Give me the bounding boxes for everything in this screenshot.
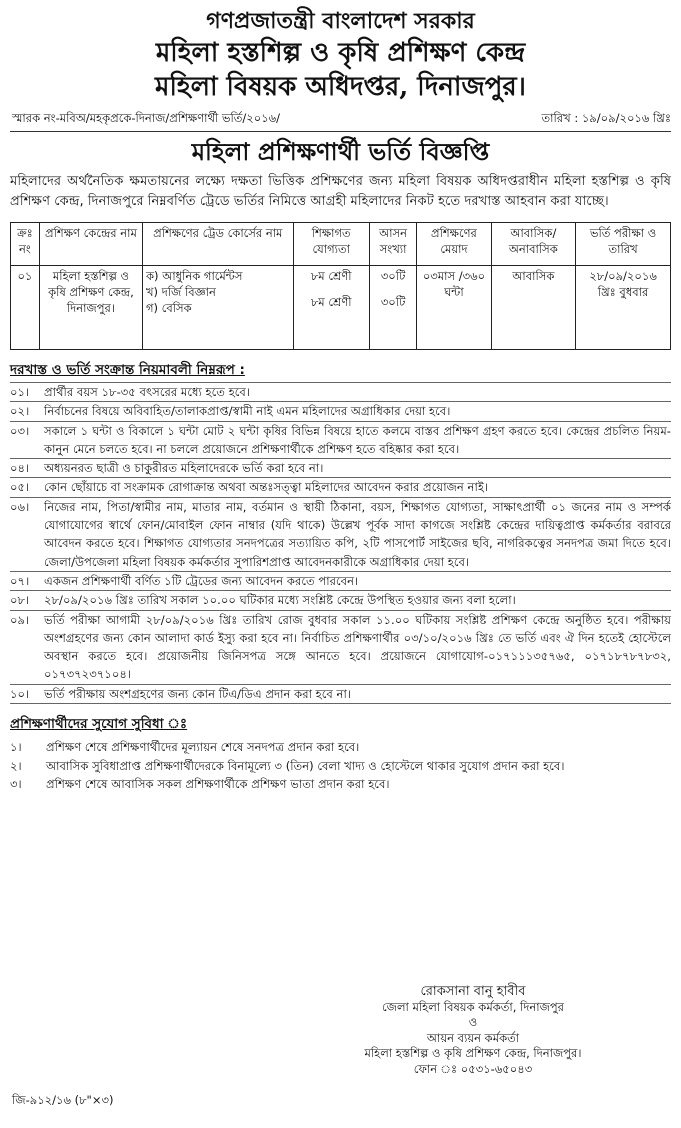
rule-number: ০৭। — [10, 573, 30, 588]
list-item — [10, 421, 671, 459]
table-row — [11, 266, 671, 350]
benefits-heading: প্রশিক্ষণার্থীদের সুযোগ সুবিধা ঃ — [10, 716, 188, 733]
memo-number: স্মারক নং-মবিঅ/মহকৃপ্রকে-দিনাজ/প্রশিক্ষণার্থী ভর্তি/২০১৬/ — [12, 111, 281, 125]
signatory-conjunction: ও — [468, 1015, 478, 1029]
header-department: মহিলা বিষয়ক অধিদপ্তর, দিনাজপুর। — [155, 72, 526, 102]
notice-title: মহিলা প্রশিক্ষণার্থী ভর্তি বিজ্ঞপ্তি — [191, 137, 490, 166]
col-qualification: শিক্ষাগত যোগ্যতা — [293, 223, 369, 266]
list-item — [10, 775, 671, 794]
cell-qualification — [293, 266, 369, 350]
rule-text: অধ্যয়নরত ছাত্রী ও চাকুরীরত মহিলাদেরকে ভর্তি করা হবে না। — [44, 461, 324, 476]
rule-text: ভর্তি পরীক্ষায় অংশগ্রহণের জন্য কোন টিএ/ডিএ প্রদান করা হবে না। — [44, 686, 351, 701]
list-item — [10, 610, 671, 684]
seats-item: ৩০টি — [380, 295, 406, 309]
rule-number: ১০। — [10, 686, 30, 701]
col-exam: ভর্তি পরীক্ষা ও তারিখ — [576, 223, 671, 266]
rules-list — [10, 382, 671, 704]
list-item — [10, 738, 671, 757]
list-item — [10, 401, 671, 420]
header-govt: গণপ্রজাতন্ত্রী বাংলাদেশ সরকার — [206, 8, 475, 34]
col-duration: প্রশিক্ষণের মেয়াদ — [417, 223, 491, 266]
seats-item: ৩০টি — [380, 269, 406, 283]
list-item — [10, 757, 671, 776]
trade-table — [10, 222, 671, 350]
list-item — [10, 497, 671, 571]
col-serial: ক্রঃ নং — [11, 223, 40, 266]
signatory-office: মহিলা হস্তশিল্প ও কৃষি প্রশিক্ষণ কেন্দ্র, দিনাজপুর। — [364, 1046, 582, 1060]
list-item — [10, 684, 671, 704]
rule-text: প্রার্থীর বয়স ১৮-৩৫ বৎসরের মধ্যে হতে হবে। — [44, 385, 251, 399]
signatory-designation: জেলা মহিলা বিষয়ক কর্মকর্তা, দিনাজপুর — [381, 999, 564, 1014]
table-header-row — [11, 223, 671, 266]
rule-text: সকালে ১ ঘন্টা ও বিকালে ১ ঘন্টা মোট ২ ঘন্টা কৃষির বিভিন্ন বিষয়ে হাতে কলমে বাস্তব প্রশিক্ষণ গ্রহণ করতে হবে। কেন্দ্রের প্রচলিত নিয়ম-কানুন মেনে চলতে হবে। না চললে প্রয়োজনে প্রশিক্ষণার্থীকে প্রশিক্ষণ হতে বহিষ্কার করা হবে। — [44, 423, 671, 456]
trade-item: খ) দর্জি বিজ্ঞান — [146, 285, 216, 299]
rule-text: নির্বাচনের বিষয়ে অবিবাহিত/তালাকপ্রাপ্ত/স্বামী নাই এমন মহিলাদের অগ্রাধিকার দেয়া হবে। — [44, 404, 451, 419]
rule-number: ০৩। — [10, 423, 30, 438]
reference-row — [10, 110, 671, 129]
signatory-name: রোকসানা বানু হাবীব — [420, 984, 526, 999]
benefit-text: প্রশিক্ষণ শেষে আবাসিক সকল প্রশিক্ষণার্থীকে প্রশিক্ষণ ভাতা প্রদান করা হবে। — [46, 777, 390, 792]
rule-number: ০৪। — [10, 461, 30, 476]
rule-text: একজন প্রশিক্ষণার্থী বর্ণিত ১টি ট্রেডের জন্য আবেদন করতে পারবেন। — [44, 573, 359, 588]
footer-reference: জি-৯১২/১৬ (৮"×৩) — [12, 1093, 114, 1107]
benefit-number: ৩। — [10, 777, 22, 792]
signature-block — [323, 984, 623, 1077]
rule-number: ০৫। — [10, 480, 30, 495]
rule-text: ভর্তি পরীক্ষা আগামী ২৮/০৯/২০১৬ খ্রিঃ তারিখ রোজ বুধবার সকাল ১১.০০ ঘটিকায় সংশ্লিষ্ট প্রশিক্ষণ কেন্দ্রে অনুষ্ঠিত হবে। পরীক্ষায় অংশগ্রহণের জন্য কোন আলাদা কার্ড ইস্যু করা হবে না। নির্বাচিত প্রশিক্ষণার্থীর ০৩/১০/২০১৬ খ্রিঃ তে ভর্তি এবং ঐ দিন হতেই হোস্টেলে অবস্থান করতে হবে। প্রয়োজনীয় জিনিসপত্র সঙ্গে আনতে হবে। প্রয়োজনে যোগাযোগ-০১৭১১১৩৫৭৬৫, ০১৭১৮৭৮৭৮৩২, ০১৭৩৭২৩৭১০৪। — [44, 612, 671, 682]
signatory-designation-2: আয়ন ব্যয়ন কর্মকর্তা — [426, 1030, 520, 1045]
header — [10, 6, 671, 104]
col-residential: আবাসিক/ অনাবাসিক — [491, 223, 576, 266]
notice-date: তারিখ : ১৯/০৯/২০১৬ খ্রিঃ — [541, 111, 671, 125]
rule-number: ০৬। — [10, 499, 30, 514]
col-trade: প্রশিক্ষণের ট্রেড কোর্সের নাম — [143, 223, 294, 266]
benefit-text: আবাসিক সুবিধাপ্রাপ্ত প্রশিক্ষণার্থীদেরকে বিনামূল্যে ৩ (তিন) বেলা খাদ্য ও হোস্টেলে থাকার সুযোগ প্রদান করা হবে। — [46, 758, 565, 773]
cell-serial: ০১ — [11, 266, 40, 350]
cell-exam: ২৮/০৯/২০১৬ খ্রিঃ বুধবার — [576, 266, 671, 350]
cell-center: মহিলা হস্তশিল্প ও কৃষি প্রশিক্ষণ কেন্দ্র, দিনাজপুর। — [39, 266, 142, 350]
cell-residential: আবাসিক — [491, 266, 576, 350]
list-item — [10, 477, 671, 496]
notice-page — [0, 6, 681, 1128]
divider — [10, 131, 671, 132]
benefit-text: প্রশিক্ষণ শেষে প্রশিক্ষণার্থীদের মূল্যায়ন শেষে সনদপত্র প্রদান করা হবে। — [46, 740, 360, 755]
cell-trades — [143, 266, 294, 350]
rule-text: কোন ছোঁয়াচে বা সংক্রামক রোগাক্রান্ত অথবা অন্তঃসত্ত্বা মহিলাদের আবেদন করার প্রয়োজন নাই। — [44, 480, 488, 495]
list-item — [10, 590, 671, 609]
signatory-phone: ফোন ঃ ০৫৩১-৬৫০৪৩ — [413, 1061, 533, 1076]
rules-heading: দরখাস্ত ও ভর্তি সংক্রান্ত নিয়মাবলী নিম্নরূপ : — [10, 362, 245, 378]
rule-number: ০১। — [10, 385, 30, 399]
benefit-number: ২। — [10, 758, 22, 773]
col-seats: আসন সংখ্যা — [369, 223, 416, 266]
header-center: মহিলা হস্তশিল্প ও কৃষি প্রশিক্ষণ কেন্দ্র — [155, 38, 526, 68]
cell-duration: ০৩মাস /৩৬০ ঘন্টা — [417, 266, 491, 350]
trade-item: ক) আধুনিক গার্মেন্টস — [146, 269, 243, 283]
rule-text: ২৮/০৯/২০১৬ খ্রিঃ তারিখ সকাল ১০.০০ ঘটিকার মধ্যে সংশ্লিষ্ট কেন্দ্রে উপস্থিত হওয়ার জন্য বলা হলো। — [44, 593, 516, 608]
rule-number: ০৮। — [10, 593, 30, 608]
col-center: প্রশিক্ষণ কেন্দ্রের নাম — [39, 223, 142, 266]
cell-seats — [369, 266, 416, 350]
benefit-number: ১। — [10, 740, 22, 755]
rule-text: নিজের নাম, পিতা/স্বামীর নাম, মাতার নাম, বর্তমান ও স্থায়ী ঠিকানা, বয়স, শিক্ষাগত যোগ্যতা, সাক্ষাৎপ্রার্থী ০১ জনের নাম ও সম্পর্ক যোগাযোগের স্বার্থে ফোন/মোবাইল ফোন নাম্বার (যদি থাকে) উল্লেখ পূর্বক সাদা কাগজে সংশ্লিষ্ট কেন্দ্রের দায়িত্বপ্রাপ্ত কর্মকর্তার বরাবরে আবেদন করতে হবে। শিক্ষাগত যোগ্যতার সনদপত্রের সত্যায়িত কপি, ২টি পাসপোর্ট সাইজের ছবি, নাগরিকত্বের সনদপত্র জমা দিতে হবে। জেলা/উপজেলা মহিলা বিষয়ক কর্মকর্তার সুপারিশপ্রাপ্ত আবেদনকারীকে অগ্রাধিকার দেয়া হবে। — [44, 499, 671, 569]
intro-paragraph: মহিলাদের অর্থনৈতিক ক্ষমতায়নের লক্ষ্যে দক্ষতা ভিত্তিক প্রশিক্ষণের জন্য মহিলা বিষয়ক অধিদপ্তরাধীন মহিলা হস্তশিল্প ও কৃষি প্রশিক্ষণ কেন্দ্র, দিনাজপুরে নিম্নবর্ণিত ট্রেডে ভর্তির নিমিত্তে আগ্রহী মহিলাদের নিকট হতে দরখাস্ত আহবান করা যাচ্ছে। — [10, 174, 671, 209]
list-item — [10, 458, 671, 477]
rule-number: ০৯। — [10, 612, 30, 627]
trade-item: গ) বেসিক — [146, 301, 192, 315]
list-item — [10, 382, 671, 401]
rule-number: ০২। — [10, 404, 30, 419]
benefits-list — [10, 738, 671, 794]
qualification-item: ৮ম শ্রেণী — [310, 295, 352, 309]
qualification-item: ৮ম শ্রেণী — [310, 269, 352, 283]
list-item — [10, 571, 671, 590]
